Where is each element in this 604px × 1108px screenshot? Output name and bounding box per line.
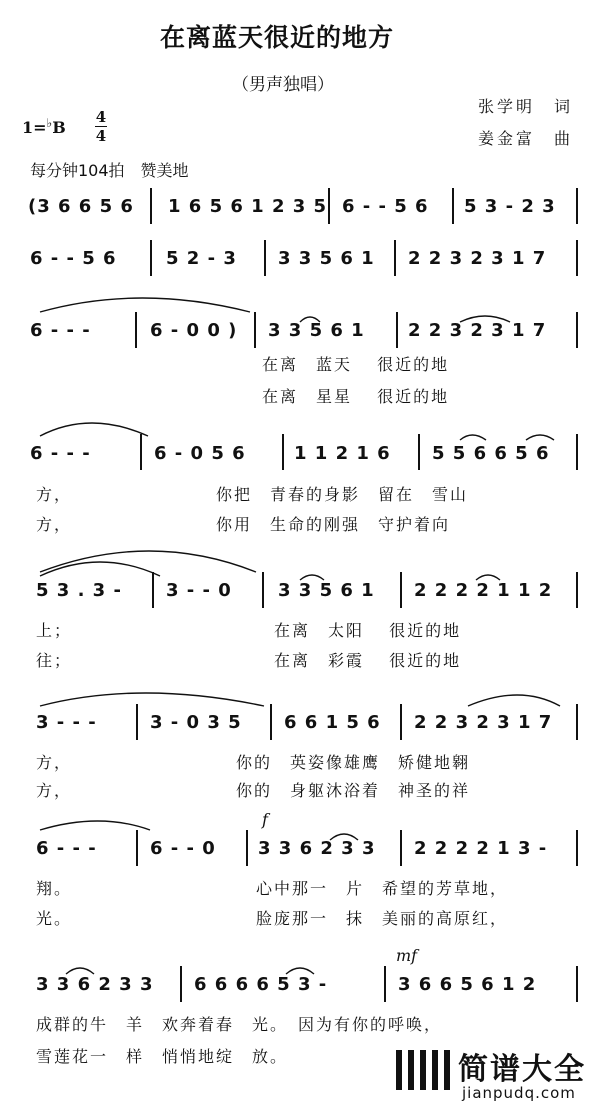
tie	[460, 435, 486, 440]
lyric-line-1: 心中那一 片 希望的芳草地，	[256, 879, 509, 898]
song-subtitle: （男声独唱）	[232, 75, 334, 95]
lyric-line-2: 你用 生命的刚强 守护着向	[216, 515, 451, 534]
measure-6-1: 3 - - -	[36, 712, 97, 733]
measure-1-2: 1 6 5 6 1 2 3 5	[168, 196, 328, 217]
measure-5-3: 3 3 5 6 1	[278, 580, 375, 601]
slur	[468, 695, 560, 706]
tie	[476, 575, 500, 580]
measure-8-3: 3 6 6 5 6 1 2	[398, 974, 537, 995]
slur	[40, 423, 148, 436]
measure-1-4: 5 3 - 2 3	[464, 196, 556, 217]
piano-keys-icon	[392, 1050, 462, 1102]
key-prefix: 1=	[22, 118, 47, 137]
measure-5-2: 3 - - 0	[166, 580, 232, 601]
measure-8-2: 6 6 6 6 5 3 -	[194, 974, 328, 995]
lyric-line-2: 在离 星星 很近的地	[262, 387, 450, 406]
measure-1-1: (3 6 6 5 6	[28, 196, 134, 217]
measure-5-4: 2 2 2 2 1 1 2	[414, 580, 553, 601]
composer-credit: 姜金富 曲	[478, 129, 574, 148]
measure-7-3: 3 3 6 2 3 3	[258, 838, 376, 859]
slur	[40, 551, 256, 572]
logo-url: jianpudq.com	[462, 1084, 576, 1102]
measure-7-4: 2 2 2 2 1 3 -	[414, 838, 548, 859]
lyric-line-1: 在离 太阳 很近的地	[274, 621, 462, 640]
flat-symbol: ♭	[46, 116, 53, 130]
lyric-line-1-start: 方，	[36, 485, 73, 504]
measure-2-3: 3 3 5 6 1	[278, 248, 375, 269]
measure-3-4: 2 2 3 2 3 1 7	[408, 320, 547, 341]
tie	[526, 435, 554, 440]
measure-2-1: 6 - - 5 6	[30, 248, 117, 269]
dynamic-forte: f	[262, 810, 268, 829]
measure-4-2: 6 - 0 5 6	[154, 443, 246, 464]
lyric-line-2: 脸庞那一 抹 美丽的高原红，	[256, 909, 509, 928]
measure-5-1: 5 3 . 3 -	[36, 580, 122, 601]
lyric-line-2-start: 光。	[36, 909, 73, 928]
measure-3-2: 6 - 0 0 )	[150, 320, 238, 341]
lyric-line-1-start: 方，	[36, 753, 73, 772]
measure-3-3: 3 3 5 6 1	[268, 320, 365, 341]
lyric-line-1-start: 翔。	[36, 879, 73, 898]
measure-1-3: 6 - - 5 6	[342, 196, 429, 217]
measure-4-3: 1 1 2 1 6	[294, 443, 391, 464]
measure-4-4: 5 5 6 6 5 6	[432, 443, 550, 464]
measure-6-3: 6 6 1 5 6	[284, 712, 381, 733]
lyric-line-2: 你的 身躯沐浴着 神圣的祥	[236, 781, 471, 800]
tie	[66, 968, 94, 974]
measure-3-1: 6 - - -	[30, 320, 91, 341]
slur	[40, 821, 150, 830]
measure-6-4: 2 2 3 2 3 1 7	[414, 712, 553, 733]
tie	[300, 575, 324, 580]
lyric-line-2-start: 方，	[36, 515, 73, 534]
tie	[300, 317, 320, 322]
measure-2-4: 2 2 3 2 3 1 7	[408, 248, 547, 269]
lyric-line-2: 在离 彩霞 很近的地	[274, 651, 462, 670]
lyric-line-2-start: 方，	[36, 781, 73, 800]
tie	[330, 834, 358, 840]
lyric-line-1-start: 上；	[36, 621, 73, 640]
lyric-line-2: 雪莲花一 样 悄悄地绽 放。	[36, 1047, 289, 1066]
dynamic-mezzo-forte: mf	[396, 946, 418, 965]
measure-4-1: 6 - - -	[30, 443, 91, 464]
measure-7-1: 6 - - -	[36, 838, 97, 859]
measure-6-2: 3 - 0 3 5	[150, 712, 242, 733]
song-title: 在离蓝天很近的地方	[160, 23, 395, 52]
lyricist-credit: 张学明 词	[478, 97, 574, 116]
tie	[460, 316, 510, 322]
measure-7-2: 6 - - 0	[150, 838, 216, 859]
time-top: 4	[95, 108, 107, 126]
logo-title: 简谱大全	[458, 1052, 586, 1087]
lyric-line-1: 你把 青春的身影 留在 雪山	[216, 485, 469, 504]
site-logo	[392, 1046, 597, 1106]
key-note: B	[52, 118, 66, 137]
tempo-marking: 每分钟104拍 赞美地	[30, 161, 189, 180]
lyric-line-1: 在离 蓝天 很近的地	[262, 355, 450, 374]
measure-2-2: 5 2 - 3	[166, 248, 237, 269]
time-bottom: 4	[95, 127, 107, 145]
tie	[286, 968, 314, 974]
lyric-line-1: 你的 英姿像雄鹰 矫健地翱	[236, 753, 471, 772]
slur	[40, 298, 250, 312]
lyric-line-2-start: 往；	[36, 651, 73, 670]
lyric-line-1: 成群的牛 羊 欢奔着春 光。 因为有你的呼唤，	[36, 1015, 443, 1034]
slur	[40, 562, 160, 576]
measure-8-1: 3 3 6 2 3 3	[36, 974, 154, 995]
slur	[40, 693, 264, 706]
